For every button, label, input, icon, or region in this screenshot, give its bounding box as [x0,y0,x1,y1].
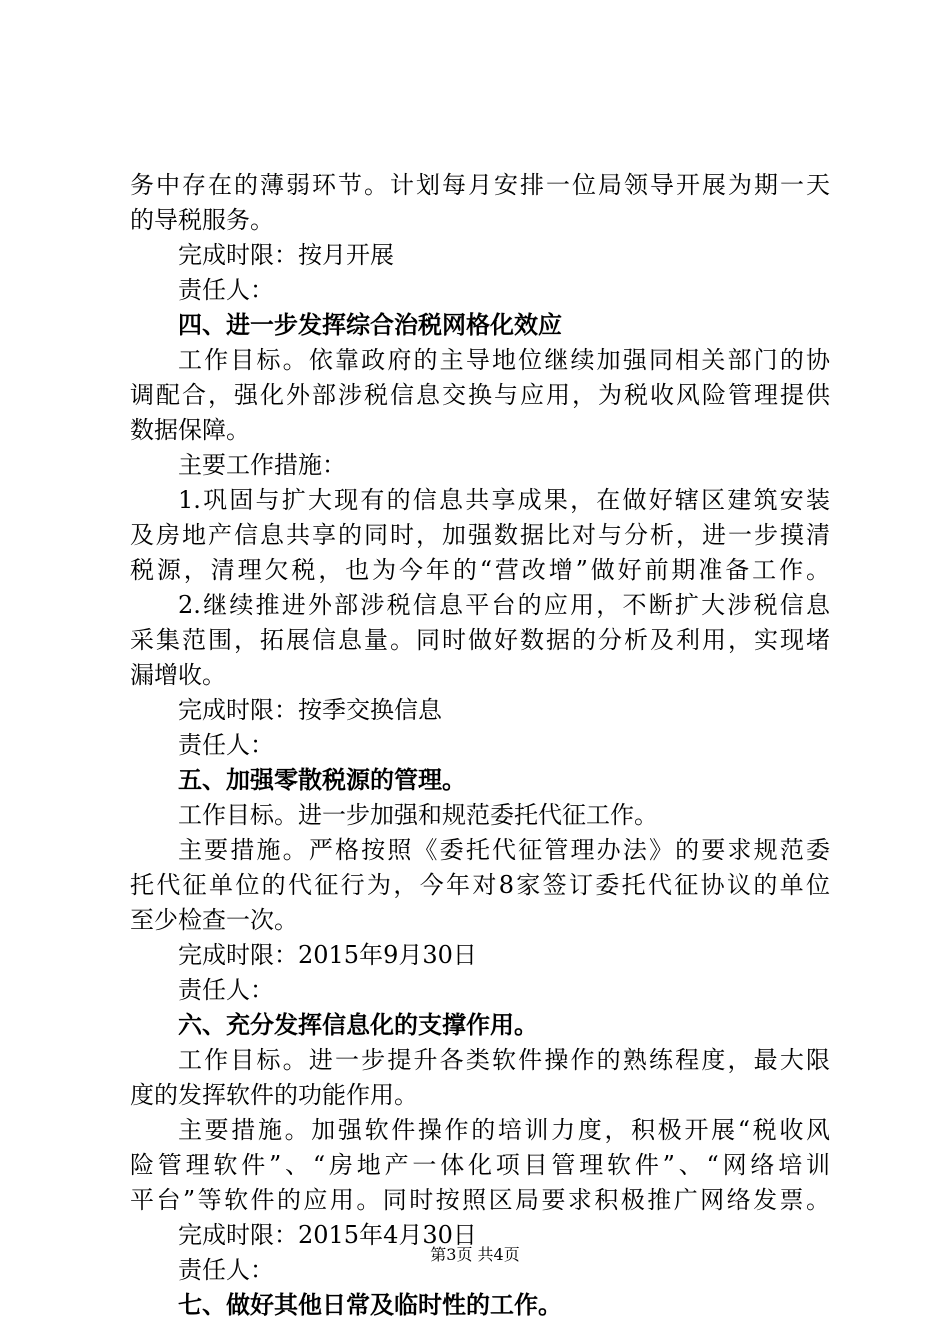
text-line: 责任人： [178,1256,274,1284]
text-line: 务中存在的薄弱环节。计划每月安排一位局领导开展为期一天 [130,171,830,199]
section-heading: 六、充分发挥信息化的支撑作用。 [178,1011,538,1039]
page-number: 第3页 共4页 [430,1245,520,1264]
text-line: 税源，清理欠税，也为今年的“营改增”做好前期准备工作。 [130,556,830,584]
text-line: 工作目标。进一步加强和规范委托代征工作。 [178,801,658,829]
text-line: 的导税服务。 [130,206,274,234]
text-line: 主要工作措施： [178,451,346,479]
text-line: 1.巩固与扩大现有的信息共享成果，在做好辖区建筑安装 [178,486,830,514]
document-body [130,168,830,1323]
text-line: 主要措施。加强软件操作的培训力度，积极开展“税收风 [178,1116,830,1144]
text-line: 责任人： [178,276,274,304]
text-line: 完成时限：2015年4月30日 [178,1221,477,1249]
text-line: 工作目标。进一步提升各类软件操作的熟练程度，最大限 [178,1046,830,1074]
text-line: 险管理软件”、“房地产一体化项目管理软件”、“网络培训 [130,1151,830,1179]
text-line: 完成时限：2015年9月30日 [178,941,477,969]
section-heading: 五、加强零散税源的管理。 [178,766,466,794]
text-line: 主要措施。严格按照《委托代征管理办法》的要求规范委 [178,836,830,864]
section-heading: 七、做好其他日常及临时性的工作。 [178,1291,562,1319]
text-line: 数据保障。 [130,416,250,444]
text-line: 及房地产信息共享的同时，加强数据比对与分析，进一步摸清 [130,521,830,549]
text-line: 工作目标。依靠政府的主导地位继续加强同相关部门的协 [178,346,830,374]
page-footer [0,1243,950,1267]
text-line: 托代征单位的代征行为，今年对8家签订委托代征协议的单位 [130,871,830,899]
text-line: 采集范围，拓展信息量。同时做好数据的分析及利用，实现堵 [130,626,830,654]
text-line: 度的发挥软件的功能作用。 [130,1081,418,1109]
text-line: 完成时限：按月开展 [178,241,394,269]
text-line: 漏增收。 [130,661,226,689]
text-line: 调配合，强化外部涉税信息交换与应用，为税收风险管理提供 [130,381,830,409]
text-line: 完成时限：按季交换信息 [178,696,442,724]
text-line: 至少检查一次。 [130,906,298,934]
text-line: 平台”等软件的应用。同时按照区局要求积极推广网络发票。 [130,1186,830,1214]
text-line: 责任人： [178,976,274,1004]
section-heading: 四、进一步发挥综合治税网格化效应 [178,311,562,339]
text-line: 责任人： [178,731,274,759]
text-line: 2.继续推进外部涉税信息平台的应用，不断扩大涉税信息 [178,591,830,619]
